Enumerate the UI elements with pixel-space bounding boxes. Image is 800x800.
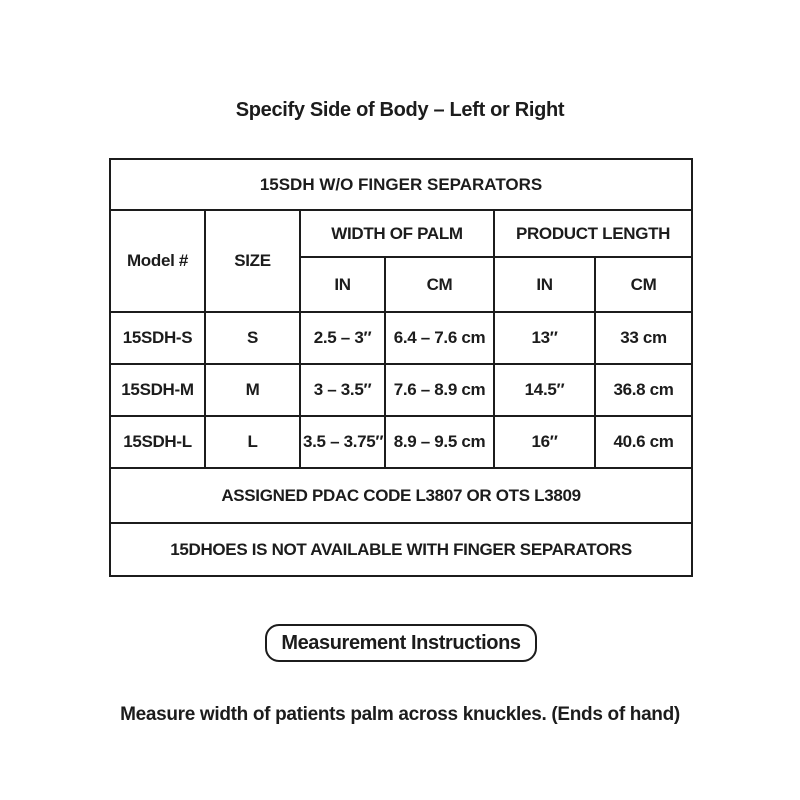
table-row-large [110, 416, 692, 468]
side-of-body-note: Specify Side of Body – Left or Right [235, 99, 565, 121]
length-in-cell: 14.5″ [494, 364, 595, 416]
palm-in-cell: 3 – 3.5″ [300, 364, 385, 416]
length-cm-cell: 33 cm [595, 312, 692, 364]
model-cell: 15SDH-M [110, 364, 205, 416]
column-header-model: Model # [110, 210, 205, 312]
pdac-code-note: ASSIGNED PDAC CODE L3807 OR OTS L3809 [110, 468, 692, 523]
table-title: 15SDH W/O FINGER SEPARATORS [110, 159, 692, 210]
column-header-palm-in: IN [300, 257, 385, 312]
palm-cm-cell: 8.9 – 9.5 cm [385, 416, 494, 468]
table-row-small [110, 312, 692, 364]
length-in-cell: 16″ [494, 416, 595, 468]
measurement-instructions-button[interactable]: Measurement Instructions [265, 624, 537, 662]
table-group-header-row [110, 210, 692, 257]
availability-note: 15DHOES IS NOT AVAILABLE WITH FINGER SEPARATORS [110, 523, 692, 576]
column-header-size: SIZE [205, 210, 300, 312]
pdac-note-row [110, 468, 692, 523]
column-header-length-cm: CM [595, 257, 692, 312]
availability-note-row [110, 523, 692, 576]
measure-width-note: Measure width of patients palm across knuckles. (Ends of hand) [120, 704, 680, 725]
palm-in-cell: 3.5 – 3.75″ [300, 416, 385, 468]
column-header-palm-cm: CM [385, 257, 494, 312]
palm-in-cell: 2.5 – 3″ [300, 312, 385, 364]
length-in-cell: 13″ [494, 312, 595, 364]
length-cm-cell: 40.6 cm [595, 416, 692, 468]
table-row-medium [110, 364, 692, 416]
length-cm-cell: 36.8 cm [595, 364, 692, 416]
size-chart-table [109, 158, 693, 577]
size-cell: S [205, 312, 300, 364]
palm-cm-cell: 6.4 – 7.6 cm [385, 312, 494, 364]
model-cell: 15SDH-L [110, 416, 205, 468]
model-cell: 15SDH-S [110, 312, 205, 364]
palm-cm-cell: 7.6 – 8.9 cm [385, 364, 494, 416]
column-header-length-in: IN [494, 257, 595, 312]
size-cell: L [205, 416, 300, 468]
table-title-row [110, 159, 692, 210]
size-cell: M [205, 364, 300, 416]
column-group-width-of-palm: WIDTH OF PALM [300, 210, 494, 257]
column-group-product-length: PRODUCT LENGTH [494, 210, 692, 257]
